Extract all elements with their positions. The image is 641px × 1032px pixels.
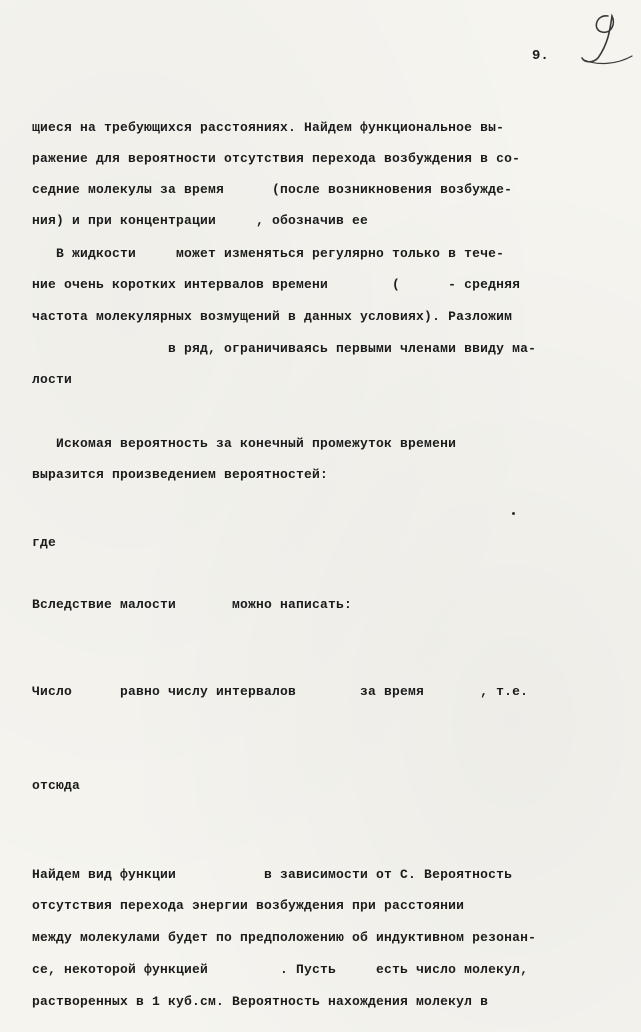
text-line-4: ния) и при концентрации , обозначив ее xyxy=(32,213,369,228)
text-line-8: в ряд, ограничиваясь первыми членами ввиду ма- xyxy=(32,341,537,356)
handwritten-page-number xyxy=(578,4,638,68)
text-line-7: частота молекулярных возмущений в данных условиях). Разложим xyxy=(32,309,513,324)
text-line-3: седние молекулы за время (после возникновения возбужде- xyxy=(32,182,513,197)
text-line-15: отсюда xyxy=(32,778,81,793)
text-line-18: между молекулами будет по предположению об индуктивном резонан- xyxy=(32,930,537,945)
page-number: 9. xyxy=(532,48,549,64)
handwritten-nine-icon xyxy=(578,4,638,68)
text-line-20: растворенных в 1 куб.см. Вероятность нахождения молекул в xyxy=(32,994,489,1009)
text-line-1: щиеся на требующихся расстояниях. Найдем функциональное вы- xyxy=(32,120,505,135)
text-line-14: Число равно числу интервалов за время , т.е. xyxy=(32,684,529,699)
text-line-19: се, некоторой функцией . Пусть есть число молекул, xyxy=(32,962,529,977)
text-line-5: В жидкости может изменяться регулярно только в тече- xyxy=(32,246,505,261)
ink-speck xyxy=(512,512,515,515)
text-line-17: отсутствия перехода энергии возбуждения при расстоянии xyxy=(32,898,465,913)
text-line-6: ние очень коротких интервалов времени ( - средняя xyxy=(32,277,521,292)
text-line-9: лости xyxy=(32,372,73,387)
text-line-10: Искомая вероятность за конечный промежуток времени xyxy=(32,436,457,451)
text-line-11: выразится произведением вероятностей: xyxy=(32,467,329,482)
text-line-2: ражение для вероятности отсутствия перехода возбуждения в со- xyxy=(32,151,521,166)
text-line-16: Найдем вид функции в зависимости от С. Вероятность xyxy=(32,867,513,882)
text-line-13: Вследствие малости можно написать: xyxy=(32,597,353,612)
text-line-12: где xyxy=(32,535,57,550)
